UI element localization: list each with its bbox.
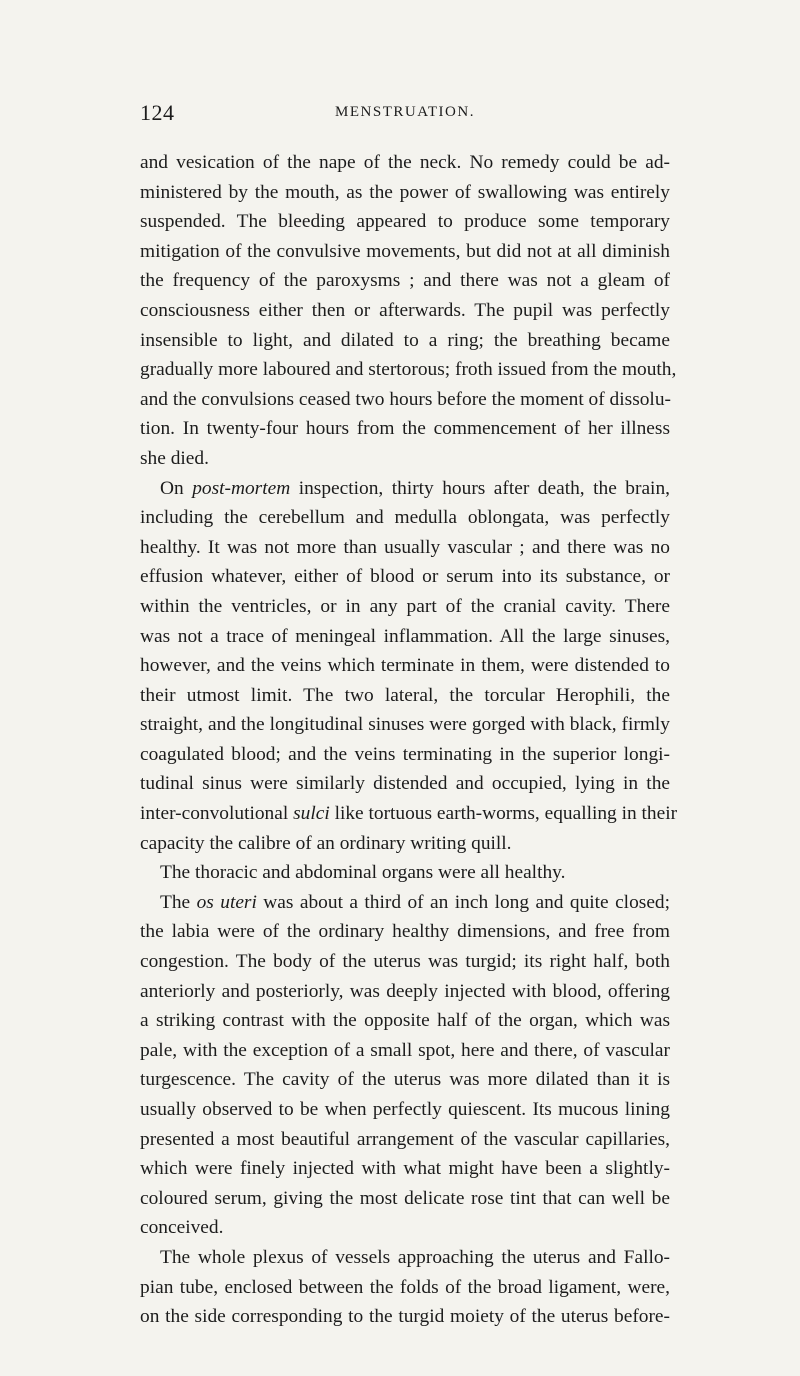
text-line [140, 1006, 670, 1036]
text-line [140, 858, 670, 888]
text-line [140, 622, 670, 652]
text-line [140, 1273, 670, 1303]
text-line [140, 888, 670, 918]
text-run: The [160, 891, 197, 913]
text-run: congestion. The body of the uterus was turgid; its right half, both [140, 951, 670, 973]
text-run: tudinal sinus were similarly distended and occupied, lying in the [140, 773, 670, 795]
text-run: The whole plexus of vessels approaching the uterus and Fallo- [160, 1246, 670, 1268]
text-line [140, 355, 677, 385]
text-line [140, 710, 670, 740]
text-line [140, 1243, 670, 1273]
text-run: conceived. [140, 1217, 224, 1239]
text-line [140, 917, 670, 947]
page-number: 124 [140, 100, 175, 125]
text-run: was not a trace of meningeal inflammation. All the large sinuses, [140, 625, 670, 647]
text-line [140, 503, 670, 533]
text-run: presented a most beautiful arrangement of the vascular capillaries, [140, 1128, 670, 1150]
text-line [140, 237, 670, 267]
text-run: pian tube, enclosed between the folds of the broad ligament, were, [140, 1276, 670, 1298]
text-run: anteriorly and posteriorly, was deeply injected with blood, offering [140, 980, 670, 1002]
text-line [140, 148, 670, 178]
text-run: the labia were of the ordinary healthy dimensions, and free from [140, 921, 670, 943]
text-line [140, 977, 670, 1007]
text-run: On [160, 477, 193, 499]
text-run: a striking contrast with the opposite half of the organ, which was [140, 1010, 670, 1032]
text-line [140, 1184, 670, 1214]
body-text [140, 148, 678, 1332]
text-run: which were finely injected with what might have been a slightly- [140, 1158, 670, 1180]
text-run: turgescence. The cavity of the uterus was more dilated than it is [140, 1069, 670, 1091]
text-run: within the ventricles, or in any part of the cranial cavity. There [140, 595, 670, 617]
text-line [140, 769, 670, 799]
text-run: including the cerebellum and medulla oblongata, was perfectly [140, 507, 670, 529]
text-run: their utmost limit. The two lateral, the torcular Herophili, the [140, 684, 670, 706]
text-line [140, 1154, 670, 1184]
text-line [140, 1302, 670, 1332]
text-line [140, 681, 670, 711]
text-line [140, 296, 670, 326]
text-line [140, 385, 670, 415]
text-line [140, 651, 670, 681]
text-line [140, 474, 670, 504]
text-run: pale, with the exception of a small spot, here and there, of vascular [140, 1039, 670, 1061]
text-line [140, 178, 670, 208]
text-run: consciousness either then or afterwards. The pupil was perfectly [140, 299, 670, 321]
text-run: gradually more laboured and stertorous; froth issued from the mouth, [140, 359, 677, 381]
text-line [140, 533, 670, 563]
text-line [140, 444, 670, 474]
text-line [140, 1213, 670, 1243]
text-run: inter-convolutional [140, 803, 294, 825]
italic-term: os uteri [196, 891, 257, 913]
text-run: coloured serum, giving the most delicate rose tint that can well be [140, 1187, 670, 1209]
text-line [140, 1095, 670, 1125]
text-run: straight, and the longitudinal sinuses were gorged with black, firmly [140, 714, 670, 736]
text-run: healthy. It was not more than usually vascular ; and there was no [140, 536, 670, 558]
text-run: and the convulsions ceased two hours before the moment of dissolu- [140, 388, 671, 410]
text-run: The thoracic and abdominal organs were all healthy. [160, 862, 566, 884]
text-run: suspended. The bleeding appeared to produce some temporary [140, 211, 670, 233]
text-run: and vesication of the nape of the neck. No remedy could be ad- [140, 152, 670, 173]
text-run: ministered by the mouth, as the power of swallowing was entirely [140, 181, 670, 203]
text-line [140, 592, 670, 622]
paragraph [140, 474, 678, 859]
text-line [140, 1065, 670, 1095]
text-run: she died. [140, 447, 209, 469]
text-line [140, 326, 670, 356]
running-head: MENSTRUATION. [335, 104, 475, 120]
text-line [140, 1036, 670, 1066]
text-run: inspection, thirty hours after death, the brain, [290, 477, 670, 499]
text-line [140, 947, 670, 977]
text-run: like tortuous earth-worms, equalling in their [329, 803, 678, 825]
italic-term: sulci [293, 803, 330, 825]
text-run: capacity the calibre of an ordinary writing quill. [140, 832, 512, 854]
text-line [140, 207, 670, 237]
text-run: on the side corresponding to the turgid moiety of the uterus before- [140, 1306, 670, 1328]
paragraph [140, 888, 670, 1243]
text-line [140, 414, 670, 444]
text-run: coagulated blood; and the veins terminating in the superior longi- [140, 743, 670, 765]
text-run: effusion whatever, either of blood or serum into its substance, or [140, 566, 670, 588]
text-line [140, 562, 670, 592]
paragraph [140, 858, 670, 888]
text-line [140, 829, 670, 859]
text-run: insensible to light, and dilated to a ring; the breathing became [140, 329, 670, 351]
page-header [140, 100, 670, 130]
text-run: the frequency of the paroxysms ; and there was not a gleam of [140, 270, 670, 292]
text-run: usually observed to be when perfectly quiescent. Its mucous lining [140, 1099, 670, 1120]
text-line [140, 1125, 670, 1155]
text-run: tion. In twenty-four hours from the commencement of her illness [140, 418, 670, 440]
paragraph [140, 1243, 670, 1332]
text-line [140, 740, 670, 770]
text-run: however, and the veins which terminate in them, were distended to [140, 655, 670, 677]
text-line [140, 799, 678, 829]
paragraph [140, 148, 677, 474]
text-line [140, 266, 670, 296]
text-run: mitigation of the convulsive movements, but did not at all diminish [140, 240, 670, 262]
italic-term: post-mortem [192, 477, 291, 499]
text-run: was about a third of an inch long and quite closed; [256, 891, 671, 913]
